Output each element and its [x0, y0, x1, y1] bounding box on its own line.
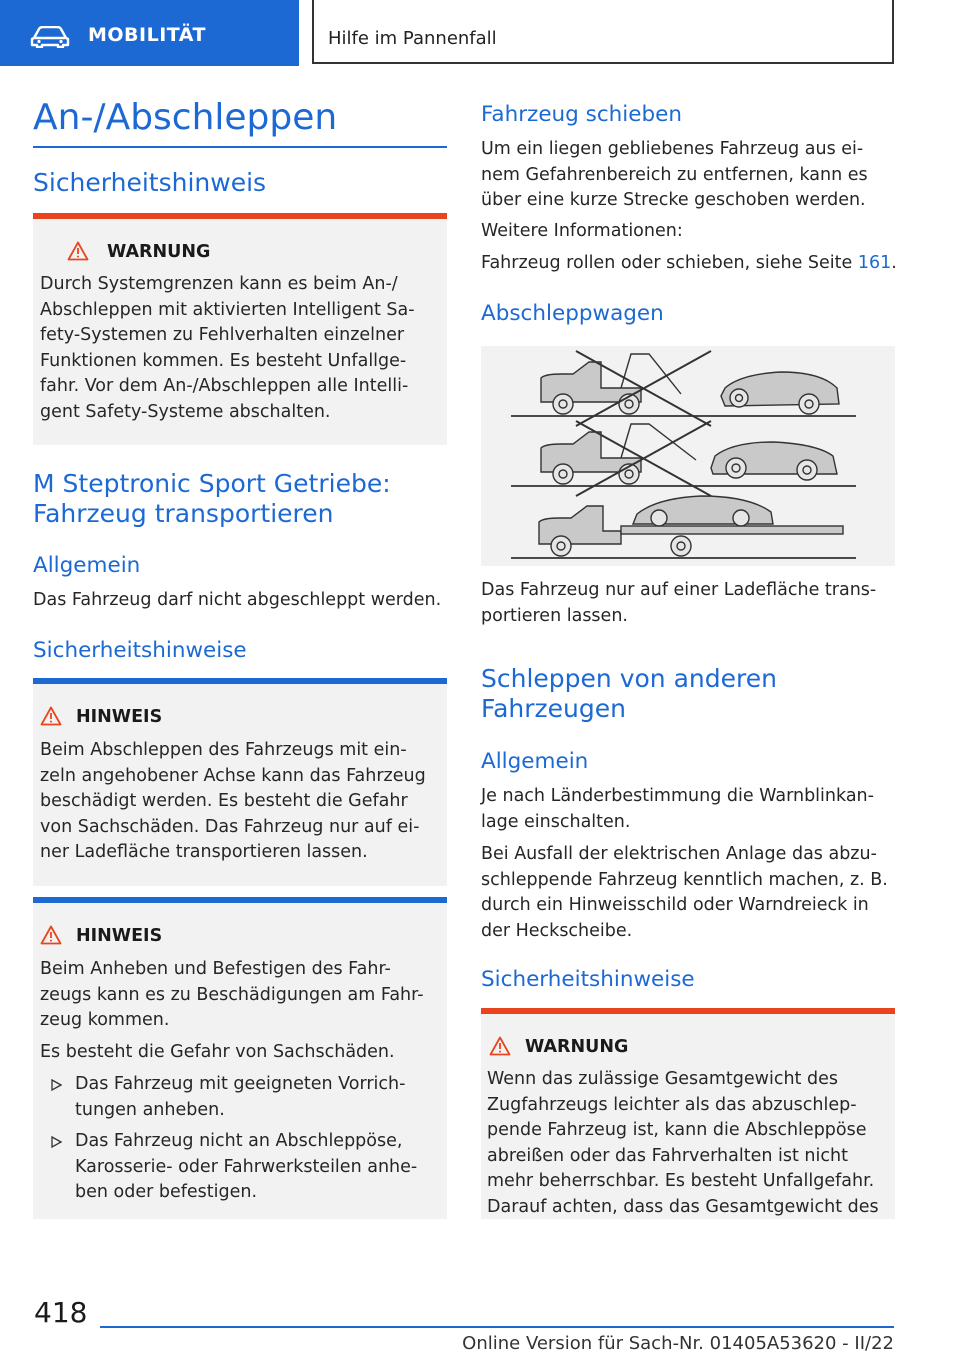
safety-heading: Sicherheitshinweis — [33, 168, 267, 197]
safety-heading-3: Sicherheitshinweise — [481, 967, 695, 992]
other-heading: Schleppen von anderen Fahrzeugen — [481, 664, 777, 723]
tow-truck-illustration — [481, 346, 895, 566]
bullet-item: Das Fahrzeug mit geeigneten Vorrich- tungen anheben. — [75, 1074, 406, 1120]
hint-text: Beim Anheben und Befestigen des Fahr- zeugs kann es zu Beschädigungen am Fahr- zeug kommen. — [40, 959, 424, 1030]
chapter-tab[interactable] — [312, 0, 894, 64]
allgemein-text: Das Fahrzeug darf nicht abgeschleppt werden. — [33, 590, 442, 610]
hint-bar — [33, 897, 447, 903]
tow-truck-drawing — [481, 346, 895, 566]
allgemein-text-2: Je nach Länderbestimmung die Warnblinkan- lage einschalten. — [481, 786, 874, 832]
chapter-label: Hilfe im Pannenfall — [328, 28, 497, 49]
hint-title: HINWEIS — [76, 707, 163, 727]
warning-box-2 — [481, 1008, 895, 1219]
allgemein-heading: Allgemein — [33, 553, 141, 578]
warning-text: Wenn das zulässige Gesamtgewicht des Zugfahrzeugs leichter als das abzuschlep- pende Fahrzeug ist, kann die Abschleppöse abreißen oder das Fahrverhalten ist nicht mehr beherrschbar. Es besteht Unfallgefahr. Darauf achten, dass das Gesamtgewicht des — [487, 1069, 879, 1217]
page-number: 418 — [34, 1296, 88, 1329]
bullet-triangle-icon — [51, 1079, 62, 1091]
page-reference: Fahrzeug rollen oder schieben, siehe Seite 161. — [481, 253, 897, 273]
bullet-item: Das Fahrzeug nicht an Abschleppöse, Karosserie- oder Fahrwerksteilen anhe- ben oder befestigen. — [75, 1131, 418, 1202]
footer-text: Online Version für Sach-Nr. 01405A53620 - II/22 — [462, 1333, 894, 1354]
warning-box — [33, 213, 447, 445]
more-info: Weitere Informationen: — [481, 221, 683, 241]
car-icon — [30, 26, 70, 48]
safety-heading-2: Sicherheitshinweise — [33, 638, 247, 663]
warning-icon — [489, 1036, 511, 1056]
push-text: Um ein liegen gebliebenes Fahrzeug aus ei- nem Gefahrenbereich zu entfernen, kann es über eine kurze Strecke geschoben werden. — [481, 139, 868, 210]
page-link[interactable]: 161 — [857, 253, 892, 273]
tow-heading: Abschleppwagen — [481, 301, 664, 326]
hint-text: Beim Abschleppen des Fahrzeugs mit ein- zeln angehobener Achse kann das Fahrzeug beschädigt werden. Es besteht die Gefahr von Sachschäden. Das Fahrzeug nur auf ei- ner Ladefläche transportieren lassen. — [40, 740, 426, 862]
m-heading: M Steptronic Sport Getriebe: Fahrzeug transportieren — [33, 469, 391, 528]
hint-text-2: Es besteht die Gefahr von Sachschäden. — [40, 1042, 395, 1062]
warning-title: WARNUNG — [107, 242, 211, 262]
warning-bar — [33, 213, 447, 219]
warning-bar — [481, 1008, 895, 1014]
page-title: An-/Abschleppen — [33, 97, 338, 138]
hint-box-2 — [33, 897, 447, 1219]
warning-icon — [40, 925, 62, 945]
allgemein-text-3: Bei Ausfall der elektrischen Anlage das abzu- schleppende Fahrzeug kenntlich machen, z. B. durch ein Hinweisschild oder Warndreieck in der Heckscheibe. — [481, 844, 888, 941]
warning-icon — [40, 706, 62, 726]
warning-icon — [67, 241, 89, 261]
warning-title: WARNUNG — [525, 1037, 629, 1057]
footer-rule — [100, 1326, 894, 1328]
tow-text: Das Fahrzeug nur auf einer Ladefläche trans- portieren lassen. — [481, 580, 877, 626]
hint-box-1 — [33, 678, 447, 886]
warning-text: Durch Systemgrenzen kann es beim An-/ Abschleppen mit aktivierten Intelligent Sa- fety-Systemen zu Fehlverhalten einzelner Funktionen kommen. Es besteht Unfallge- fahr. Vor dem An-/Abschleppen alle Intelli- gent Safety-Systeme abschalten. — [40, 274, 415, 422]
section-label: MOBILITÄT — [88, 24, 206, 46]
allgemein-heading-2: Allgemein — [481, 749, 589, 774]
section-tab[interactable] — [0, 0, 299, 66]
push-heading: Fahrzeug schieben — [481, 102, 683, 127]
bullet-triangle-icon — [51, 1136, 62, 1148]
hint-title: HINWEIS — [76, 926, 163, 946]
title-rule — [33, 146, 447, 148]
hint-bar — [33, 678, 447, 684]
